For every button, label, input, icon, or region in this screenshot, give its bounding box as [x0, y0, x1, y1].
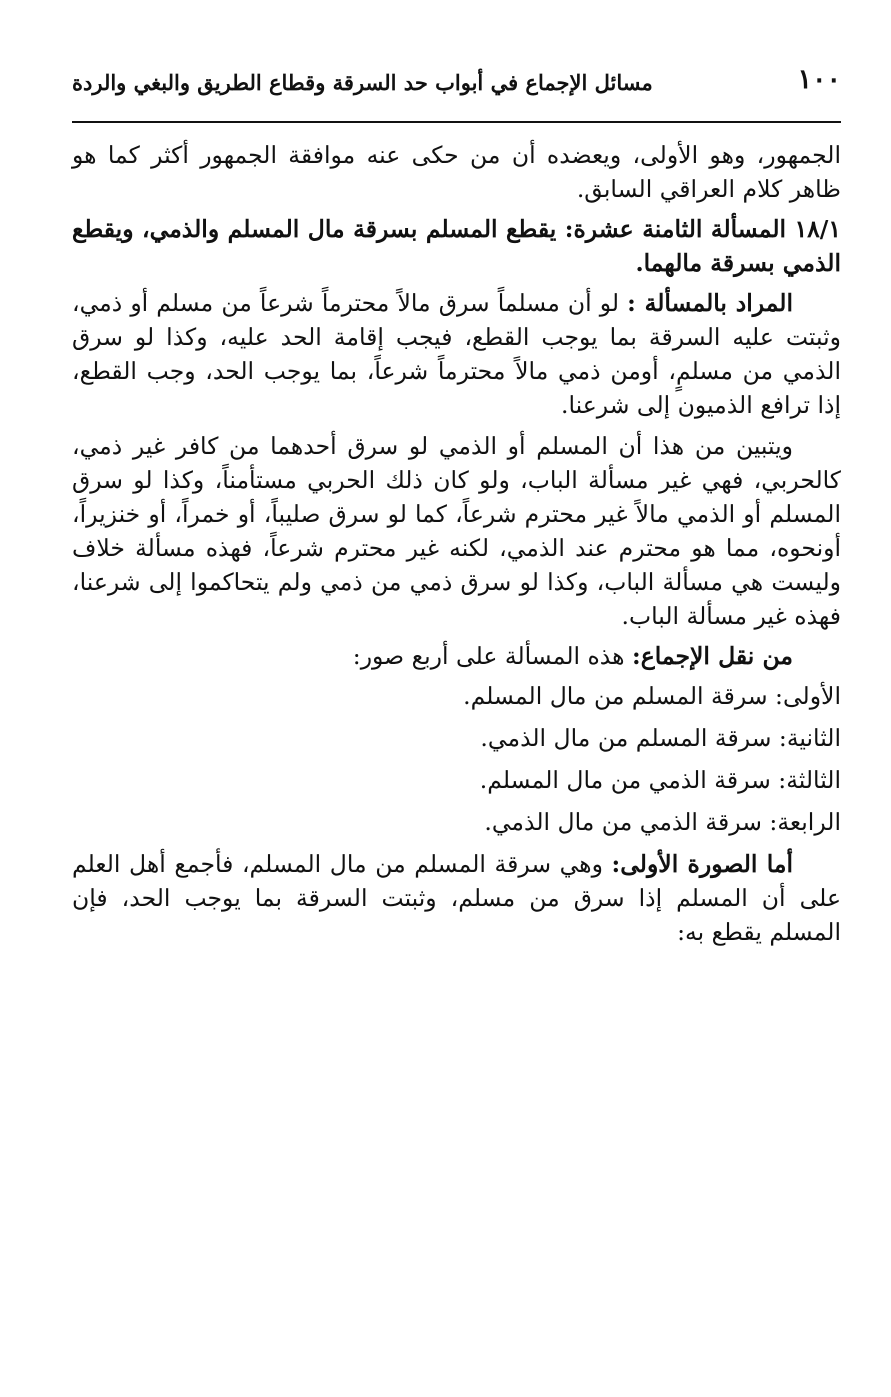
page-body [72, 138, 841, 955]
consensus-text: هذه المسألة على أربع صور: [352, 641, 625, 670]
form-label: الثالثة: [778, 766, 841, 795]
issue-heading [72, 212, 841, 280]
page-header [72, 58, 841, 118]
form-item-first [72, 679, 841, 713]
issue-number: ١٨/١ [794, 215, 842, 244]
paragraph-continuation: الجمهور، وهو الأولى، ويعضده أن من حكى عنه موافقة الجمهور أكثر كما هو ظاهر كلام العراقي السابق. [72, 141, 841, 204]
header-divider [72, 121, 841, 123]
meaning-label: المراد بالمسألة : [627, 289, 793, 318]
first-form-label: أما الصورة الأولى: [611, 850, 793, 879]
form-text: سرقة المسلم من مال الذمي. [480, 724, 772, 752]
paragraph-consensus [72, 639, 841, 673]
consensus-label: من نقل الإجماع: [632, 641, 793, 670]
issue-label: المسألة الثامنة عشرة: [564, 215, 787, 244]
form-item-fourth [72, 805, 841, 839]
form-label: الثانية: [778, 724, 841, 752]
running-title: مسائل الإجماع في أبواب حد السرقة وقطاع الطريق والبغي والردة [72, 70, 653, 95]
form-item-second [72, 721, 841, 755]
issue-text: يقطع المسلم بسرقة مال المسلم والذمي، ويقطع الذمي بسرقة مالهما. [72, 215, 841, 278]
paragraph-clarification: ويتبين من هذا أن المسلم أو الذمي لو سرق أحدهما من كافر غير ذمي، كالحربي، فهي غير مسألة الباب، ولو كان ذلك الحربي مستأمناً، وكذا لو سرق المسلم أو الذمي مالاً غير محترم شرعاً، كما لو سرق صليباً، أو خمراً، أو خنزيراً، أونحوه، مما هو محترم عند الذمي، لكنه غير محترم شرعاً، فهذه مسألة خلاف وليست هي مسألة الباب، وكذا لو سرق ذمي من ذمي ولم يتحاكموا إلى شرعنا، فهذه غير مسألة الباب. [72, 431, 841, 630]
page-number: ١٠٠ [797, 64, 841, 95]
paragraph-first-form [72, 847, 841, 949]
form-item-third [72, 763, 841, 797]
meaning-text: لو أن مسلماً سرق مالاً محترماً شرعاً من مسلم أو ذمي، وثبتت عليه السرقة بما يوجب القطع، فيجب إقامة الحد عليه، وكذا لو سرق الذمي من مسلمٍ، أومن ذمي مالاً محترماً شرعاً، بما يوجب الحد، وجب القطع، إذا ترافع الذميون إلى شرعنا. [72, 289, 841, 420]
form-text: سرقة المسلم من مال المسلم. [463, 681, 768, 710]
paragraph-meaning [72, 286, 841, 422]
form-text: سرقة الذمي من مال المسلم. [479, 766, 771, 795]
first-form-text: وهي سرقة المسلم من مال المسلم، فأجمع أهل العلم على أن المسلم إذا سرق من مسلم، وثبتت السرقة بما يوجب الحد، فإن المسلم يقطع به: [72, 850, 841, 947]
form-label: الرابعة: [769, 808, 841, 837]
form-label: الأولى: [775, 681, 841, 710]
form-text: سرقة الذمي من مال الذمي. [484, 808, 762, 837]
